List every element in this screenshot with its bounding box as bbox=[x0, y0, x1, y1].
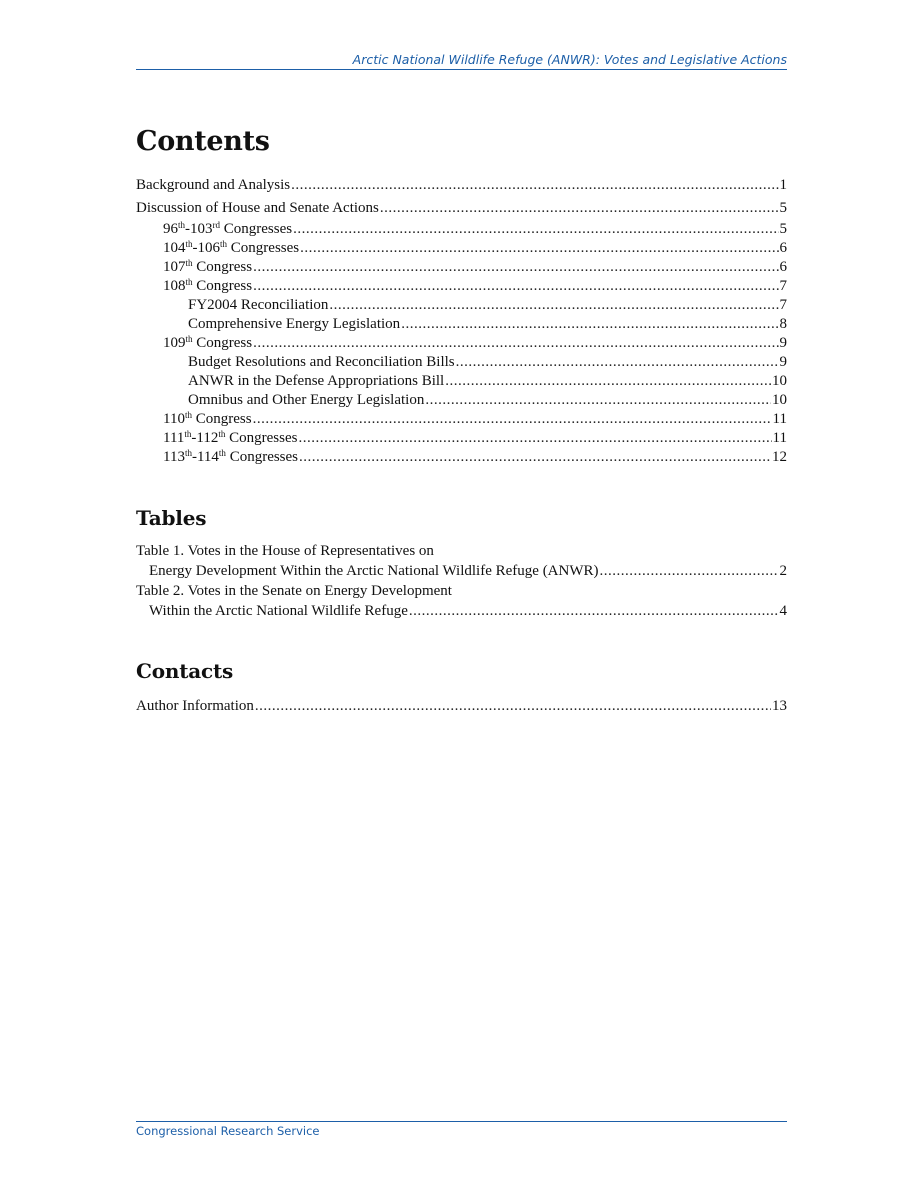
toc-entry-label: Omnibus and Other Energy Legislation bbox=[188, 392, 425, 408]
dot-leader bbox=[253, 334, 778, 353]
toc-entry-omnibus-energy-legislation[interactable] bbox=[136, 391, 787, 410]
entry-tail: Congresses bbox=[220, 221, 293, 237]
ordinal-suffix: th bbox=[185, 334, 193, 344]
tables-heading: Tables bbox=[136, 506, 207, 530]
ordinal-number: 96 bbox=[163, 221, 178, 237]
toc-entry-table-2[interactable] bbox=[136, 581, 787, 621]
ordinal-number: -103 bbox=[185, 221, 213, 237]
entry-tail: Congresses bbox=[227, 240, 300, 256]
toc-page-number: 11 bbox=[772, 430, 787, 446]
contents-heading: Contents bbox=[136, 126, 270, 157]
dot-leader bbox=[253, 277, 778, 296]
dot-leader bbox=[445, 372, 771, 391]
toc-entry-96th-103rd-congresses[interactable] bbox=[136, 220, 787, 239]
toc-page-number: 8 bbox=[779, 316, 787, 332]
toc-entry-label: Comprehensive Energy Legislation bbox=[188, 316, 401, 332]
toc-page-number: 12 bbox=[772, 449, 787, 465]
toc-entry-109th-congress[interactable] bbox=[136, 334, 787, 353]
ordinal-number: 110 bbox=[163, 411, 185, 427]
toc-page-number: 2 bbox=[779, 563, 787, 579]
ordinal-number: -114 bbox=[191, 449, 219, 465]
toc-entry-author-information[interactable] bbox=[136, 695, 787, 718]
toc-entry-budget-resolutions[interactable] bbox=[136, 353, 787, 372]
footer-text: Congressional Research Service bbox=[136, 1124, 320, 1138]
tables-toc bbox=[136, 541, 787, 621]
ordinal-suffix: th bbox=[184, 410, 192, 420]
toc-entry-label: Energy Development Within the Arctic National Wildlife Refuge (ANWR) bbox=[149, 563, 599, 579]
toc-page-number: 10 bbox=[772, 392, 787, 408]
dot-leader bbox=[409, 601, 779, 621]
contents-toc bbox=[136, 174, 787, 467]
contacts-toc bbox=[136, 695, 787, 718]
ordinal-number: -106 bbox=[192, 240, 221, 256]
table-caption-continuation bbox=[136, 561, 787, 581]
ordinal-suffix: th bbox=[218, 429, 226, 439]
toc-entry-label bbox=[163, 258, 252, 277]
toc-entry-label bbox=[163, 239, 299, 258]
dot-leader bbox=[401, 315, 778, 334]
dot-leader bbox=[255, 695, 771, 718]
ordinal-number: 109 bbox=[163, 335, 186, 351]
toc-entry-108th-congress[interactable] bbox=[136, 277, 787, 296]
toc-entry-113th-114th-congresses[interactable] bbox=[136, 448, 787, 467]
ordinal-number: 104 bbox=[163, 240, 186, 256]
toc-entry-label: FY2004 Reconciliation bbox=[188, 297, 329, 313]
toc-page-number: 6 bbox=[779, 259, 787, 275]
toc-page-number: 7 bbox=[779, 297, 787, 313]
entry-tail: Congress bbox=[192, 259, 253, 275]
toc-entry-104th-106th-congresses[interactable] bbox=[136, 239, 787, 258]
toc-entry-label: Discussion of House and Senate Actions bbox=[136, 200, 379, 216]
toc-page-number: 11 bbox=[772, 411, 787, 427]
dot-leader bbox=[253, 258, 778, 277]
running-header: Arctic National Wildlife Refuge (ANWR): Votes and Legislative Actions bbox=[352, 52, 787, 67]
dot-leader bbox=[300, 239, 778, 258]
toc-entry-label bbox=[163, 277, 252, 296]
table-caption-line: Table 1. Votes in the House of Representatives on bbox=[136, 543, 434, 559]
ordinal-number: 111 bbox=[163, 430, 185, 446]
dot-leader bbox=[293, 220, 778, 239]
toc-entry-label bbox=[163, 429, 297, 448]
toc-page-number: 4 bbox=[779, 603, 787, 619]
entry-tail: Congresses bbox=[225, 449, 299, 465]
toc-entry-fy2004-reconciliation[interactable] bbox=[136, 296, 787, 315]
entry-tail: Congress bbox=[192, 278, 253, 294]
ordinal-suffix: th bbox=[178, 220, 186, 230]
table-caption-line: Table 2. Votes in the Senate on Energy Development bbox=[136, 583, 452, 599]
toc-page-number: 10 bbox=[772, 373, 787, 389]
toc-page-number: 7 bbox=[779, 278, 787, 294]
entry-tail: Congress bbox=[192, 335, 253, 351]
toc-entry-comprehensive-energy-legislation[interactable] bbox=[136, 315, 787, 334]
toc-entry-discussion-of-house-and-senate-actions[interactable] bbox=[136, 197, 787, 220]
ordinal-suffix: th bbox=[184, 429, 192, 439]
footer-rule bbox=[136, 1121, 787, 1122]
toc-entry-label: Within the Arctic National Wildlife Refuge bbox=[149, 603, 408, 619]
toc-entry-table-1[interactable] bbox=[136, 541, 787, 581]
ordinal-suffix: rd bbox=[212, 220, 221, 230]
toc-entry-111th-112th-congresses[interactable] bbox=[136, 429, 787, 448]
ordinal-suffix: th bbox=[185, 258, 193, 268]
dot-leader bbox=[380, 197, 779, 220]
toc-page-number: 9 bbox=[779, 354, 787, 370]
entry-tail: Congresses bbox=[225, 430, 298, 446]
table-caption-continuation bbox=[136, 601, 787, 621]
toc-entry-label bbox=[163, 334, 252, 353]
dot-leader bbox=[298, 429, 771, 448]
header-rule bbox=[136, 69, 787, 70]
dot-leader bbox=[456, 353, 779, 372]
dot-leader bbox=[299, 448, 771, 467]
toc-entry-label bbox=[163, 448, 298, 467]
toc-page-number: 13 bbox=[772, 698, 787, 714]
dot-leader bbox=[253, 410, 772, 429]
ordinal-number: 107 bbox=[163, 259, 186, 275]
dot-leader bbox=[425, 391, 771, 410]
dot-leader bbox=[291, 174, 778, 197]
contacts-heading: Contacts bbox=[136, 659, 234, 683]
toc-entry-background-and-analysis[interactable] bbox=[136, 174, 787, 197]
toc-page-number: 5 bbox=[779, 200, 787, 216]
toc-entry-label bbox=[163, 410, 252, 429]
toc-entry-label bbox=[163, 220, 292, 239]
ordinal-suffix: th bbox=[220, 239, 228, 249]
toc-entry-label: Background and Analysis bbox=[136, 177, 291, 193]
ordinal-suffix: th bbox=[185, 277, 193, 287]
ordinal-suffix: th bbox=[218, 448, 226, 458]
toc-entry-110th-congress[interactable] bbox=[136, 410, 787, 429]
entry-tail: Congress bbox=[191, 411, 252, 427]
ordinal-number: 113 bbox=[163, 449, 185, 465]
dot-leader bbox=[600, 561, 779, 581]
toc-entry-anwr-defense-appropriations[interactable] bbox=[136, 372, 787, 391]
toc-entry-label: Author Information bbox=[136, 698, 254, 714]
toc-entry-label: Budget Resolutions and Reconciliation Bills bbox=[188, 354, 455, 370]
dot-leader bbox=[329, 296, 778, 315]
toc-page-number: 5 bbox=[779, 221, 787, 237]
ordinal-suffix: th bbox=[184, 448, 192, 458]
toc-page-number: 1 bbox=[779, 177, 787, 193]
toc-page-number: 6 bbox=[779, 240, 787, 256]
ordinal-suffix: th bbox=[185, 239, 193, 249]
ordinal-number: 108 bbox=[163, 278, 186, 294]
ordinal-number: -112 bbox=[191, 430, 219, 446]
toc-entry-label: ANWR in the Defense Appropriations Bill bbox=[188, 373, 445, 389]
toc-page-number: 9 bbox=[779, 335, 787, 351]
toc-entry-107th-congress[interactable] bbox=[136, 258, 787, 277]
